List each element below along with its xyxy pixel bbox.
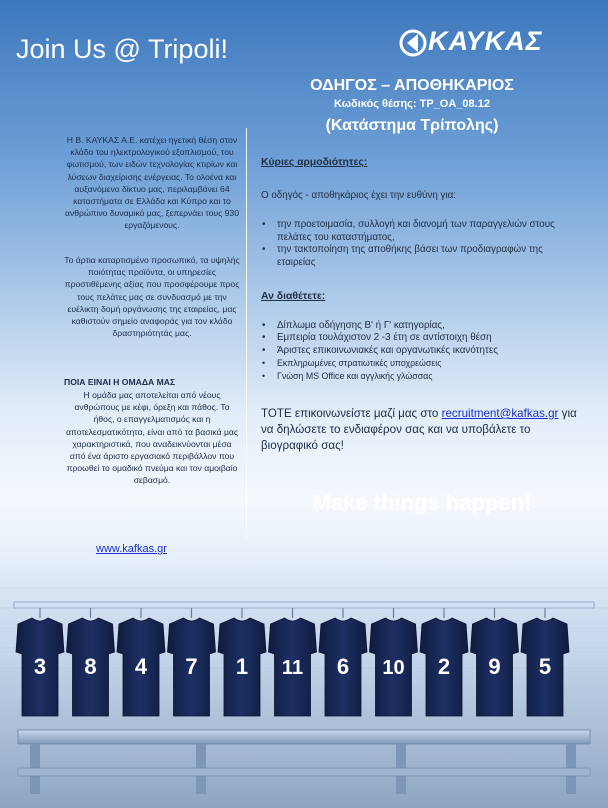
recruitment-email-link[interactable]: recruitment@kafkas.gr — [441, 407, 559, 420]
kafkas-logo-text: ΚΑΥΚΑΣ — [428, 26, 543, 56]
join-us-title: Join Us @ Tripoli! — [16, 34, 228, 64]
job-title: ΟΔΗΓΟΣ – ΑΠΟΘΗΚΑΡΙΟΣ — [310, 77, 514, 94]
bench-lower-bar — [18, 768, 590, 776]
jersey — [269, 608, 317, 716]
team-heading: ΠΟΙΑ ΕΙΝΑΙ Η ΟΜΑΔΑ ΜΑΣ — [64, 377, 176, 387]
slogan: Make things happen! — [312, 490, 532, 515]
requirements-heading: Αν διαθέτετε: — [261, 291, 326, 302]
jersey-number: 5 — [538, 654, 552, 679]
responsibilities-heading: Κύριες αρμοδιότητες: — [261, 157, 368, 168]
company-intro-paragraph: Η Β. ΚΑΥΚΑΣ Α.Ε. κατέχει ηγετική θέση στον κλάδο του ηλεκτρολογικού εξοπλισμού, του φωτισμού, των ειδών τεχνολογίας κτιρίων και λύσεων διαχείρισης ενέργειας. Το ολοένα και αυξανόμενο δίκτυο μας, περιλαμβάνει 64 καταστήματα σε Ελλάδα και Κύπρο και το ανθρώπινο δυναμικό μας, ξεπερνάει τους 930 εργαζόμενους. — [65, 135, 239, 231]
website-link[interactable]: www.kafkas.gr — [96, 543, 167, 555]
jersey — [117, 608, 165, 716]
list-item: • την προετοιμασία, συλλογή και διανομή των παραγγελιών στους πελάτες του καταστήματος, — [261, 219, 581, 244]
list-item: • Δίπλωμα οδήγησης Β' ή Γ' κατηγορίας, — [261, 320, 581, 332]
jersey-row — [16, 608, 569, 716]
jersey — [319, 608, 367, 716]
jersey-number: 3 — [33, 654, 47, 679]
responsibilities-list — [261, 219, 581, 269]
contact-text-before: ΤΟΤΕ επικοινωνείστε μαζί μας στο — [261, 407, 439, 420]
requirements-list — [261, 320, 581, 382]
list-item: • Εκπληρωμένες στρατιωτικές υποχρεώσεις — [261, 357, 581, 369]
jersey — [370, 608, 418, 716]
company-value-paragraph: Το άρτια καταρτισμένο προσωπικό, τα υψηλής ποιότητας προϊόντα, οι υπηρεσίες προστιθέμενης αξίας που προσφέρουμε προς τους πελάτες μας σε συνδυασμό με την ευέλικτη δομή οργάνωσης της εταιρείας, μας καθιστούν σημείο αναφοράς για τον κλάδο δραστηριότητάς μας. — [64, 255, 240, 339]
jersey-number: 9 — [488, 654, 501, 679]
jersey — [521, 608, 569, 716]
jersey — [471, 608, 519, 716]
locker-room-illustration — [0, 560, 608, 808]
jersey-number: 8 — [84, 654, 97, 679]
team-description: Η ομάδα μας αποτελείται από νέους ανθρώπους με κέφι, όρεξη και πάθος. Το ήθος, ο επαγγελματισμός και η αποτελεσματικότητα, είναι από τα βασικά μας χαρακτηριστικά, που αναδεικνύονται μέσα από ένα άριστο εργασιακό περιβάλλον που προωθεί το ομαδικό πνεύμα και τον αμοιβαίο σεβασμό. — [65, 390, 239, 486]
contact-text-after: για να δηλώσετε το ενδιαφέρον σας και να υποβάλετε το βιογραφικό σας! — [261, 407, 577, 453]
jersey-number: 4 — [134, 654, 148, 679]
jersey-number: 1 — [235, 654, 249, 679]
column-divider — [246, 128, 247, 538]
list-item: • Εμπειρία τουλάχιστον 2 -3 έτη σε αντίστοιχη θέση — [261, 332, 581, 344]
responsibilities-intro: Ο οδηγός - αποθηκάριος έχει την ευθύνη για: — [261, 190, 456, 201]
job-store: (Κατάστημα Τρίπολης) — [325, 117, 499, 134]
jersey-number: 10 — [382, 657, 405, 679]
bench-seat — [18, 730, 590, 744]
hanger-rail — [14, 602, 594, 608]
list-item: • Άριστες επικοινωνιακές και οργανωτικές ικανότητες — [261, 345, 581, 357]
jersey-number: 2 — [437, 654, 451, 679]
contact-paragraph — [261, 406, 581, 455]
jersey-number: 6 — [336, 654, 350, 679]
jersey — [218, 608, 266, 716]
jersey — [16, 608, 64, 716]
kafkas-logo-icon — [398, 28, 428, 58]
list-item: • την τακτοποίηση της αποθήκης βάσει των προδιαγραφών της εταιρείας — [261, 244, 581, 269]
jersey-number: 11 — [281, 657, 304, 679]
jersey — [67, 608, 115, 716]
jersey-number: 7 — [185, 654, 198, 679]
job-code: Κωδικός θέσης: TP_OA_08.12 — [334, 98, 490, 110]
jersey — [420, 608, 468, 716]
list-item: • Γνώση MS Office και αγγλικής γλώσσας — [261, 370, 581, 382]
jersey — [168, 608, 216, 716]
